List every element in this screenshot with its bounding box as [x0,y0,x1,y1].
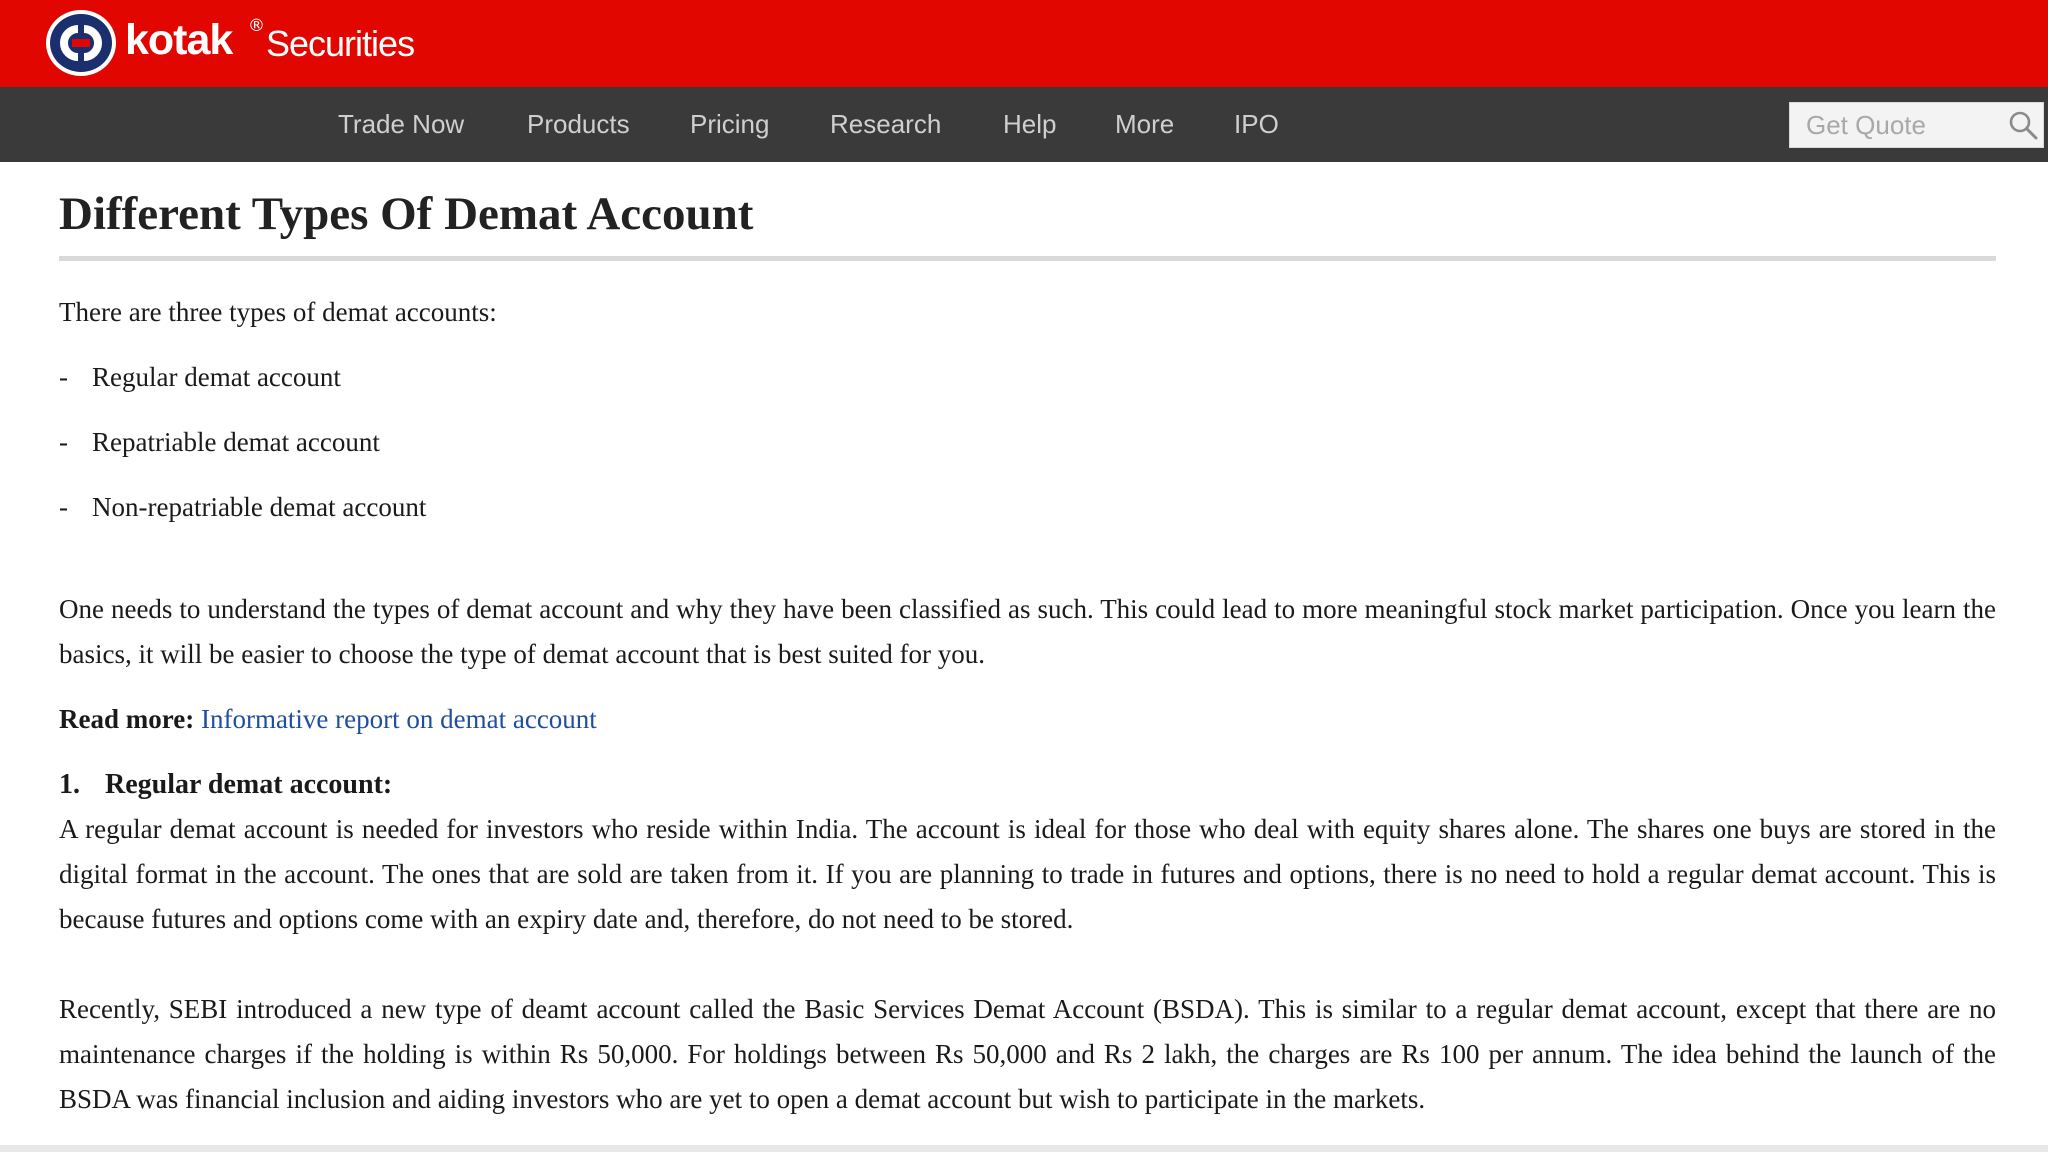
paragraph-types-overview: One needs to understand the types of demat account and why they have been classified as such. This could lead to more meaningful stock market participation. Once you learn the basics, it will be easier to choose the type of demat account that is best suited for you. [59,594,1996,669]
list-item: - Non-repatriable demat account [59,492,427,522]
search-icon[interactable] [2007,109,2039,141]
nav-item-help[interactable]: Help [1003,109,1057,139]
list-item-text: Non-repatriable demat account [92,492,427,522]
section-title: Regular demat account: [105,769,393,800]
get-quote-search [1789,102,2044,148]
page-title: Different Types Of Demat Account [59,188,754,240]
read-more-link[interactable]: Informative report on demat account [200,704,597,734]
kotak-logo-icon[interactable] [45,9,117,77]
nav-item-products[interactable]: Products [527,109,630,139]
nav-item-more[interactable]: More [1115,109,1175,139]
nav-item-pricing[interactable]: Pricing [690,109,770,139]
scroll-edge [0,1145,2048,1152]
brand-name[interactable]: kotak [125,16,233,64]
list-item-text: Repatriable demat account [92,427,380,457]
read-more-label: Read more: [59,704,195,734]
list-item: - Regular demat account [59,362,341,392]
intro-text: There are three types of demat accounts: [59,297,497,327]
article-content [59,162,1996,1122]
nav-item-research[interactable]: Research [830,109,942,139]
section-heading-regular [59,762,1996,807]
get-quote-input[interactable] [1790,103,2000,147]
registered-mark: ® [248,16,265,36]
main-navigation [0,87,2048,162]
site-header [0,0,2048,87]
list-item: - Repatriable demat account [59,427,380,457]
list-item-text: Regular demat account [92,362,341,392]
section-number: 1. [59,769,80,800]
paragraph-bsda: Recently, SEBI introduced a new type of deamt account called the Basic Services Demat Account (BSDA). This is similar to a regular demat account, except that there are no maintenance charges if the holding is within Rs 50,000. For holdings between Rs 50,000 and Rs 2 lakh, the charges are Rs 100 per annum. The idea behind the launch of the BSDA was financial inclusion and aiding investors who are yet to open a demat account but wish to participate in the markets. [59,994,1996,1114]
title-divider [59,256,1996,261]
brand-subtitle[interactable]: Securities [266,23,415,64]
paragraph-regular-account: A regular demat account is needed for investors who reside within India. The account is ideal for those who deal with equity shares alone. The shares one buys are stored in the digital format in the account. The ones that are sold are taken from it. If you are planning to trade in futures and options, there is no need to hold a regular demat account. This is because futures and options come with an expiry date and, therefore, do not need to be stored. [59,814,1996,934]
nav-item-ipo[interactable]: IPO [1234,109,1279,139]
nav-item-trade-now[interactable]: Trade Now [338,109,465,139]
read-more [59,697,1996,742]
